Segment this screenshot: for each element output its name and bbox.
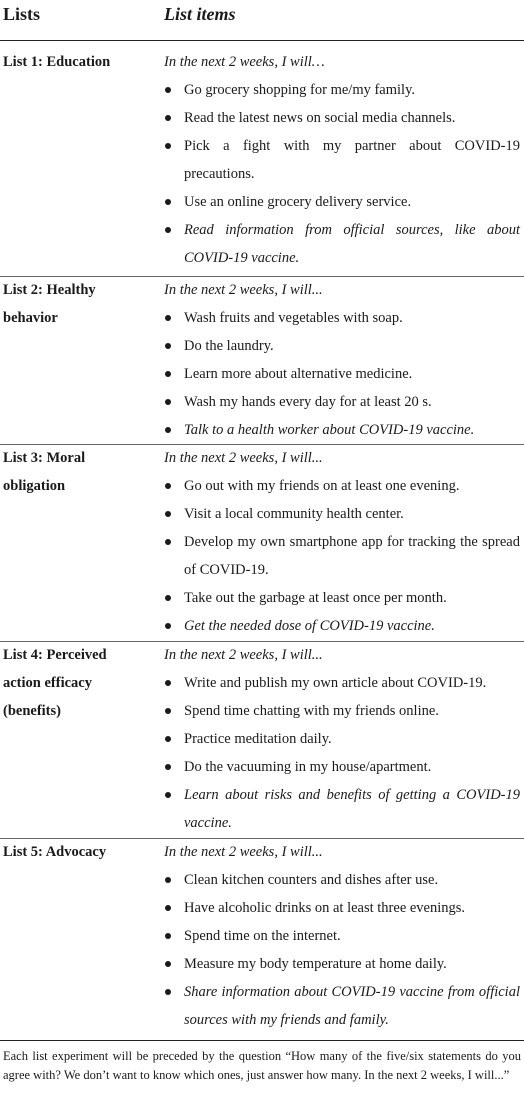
list-item (164, 922, 520, 950)
list-item-text: Have alcoholic drinks on at least three evenings. (184, 900, 466, 916)
bullet-icon (165, 143, 171, 149)
list-item (164, 978, 520, 1034)
list-item-text: Do the laundry. (184, 338, 274, 354)
list-item-text: Spend time chatting with my friends online. (184, 703, 439, 719)
bullet-icon (165, 115, 171, 121)
list-item (164, 132, 520, 188)
list-name-line: List 4: Perceived (3, 647, 107, 663)
list-group-moral-obligation (0, 444, 524, 642)
list-item-text: Learn more about alternative medicine. (184, 366, 413, 382)
bullet-icon (165, 371, 171, 377)
list-item-text: Take out the garbage at least once per month. (184, 590, 447, 606)
bullet-icon (165, 989, 171, 995)
header-list-items: List items (164, 4, 236, 24)
list-items (164, 838, 520, 1034)
list-item (164, 866, 520, 894)
bullet-icon (165, 511, 171, 517)
bullet-icon (165, 199, 171, 205)
list-item-text: Do the vacuuming in my house/apartment. (184, 759, 432, 775)
bullet-icon (165, 708, 171, 714)
list-item-text: Wash my hands every day for at least 20 s. (184, 394, 432, 410)
bullet-icon (165, 483, 171, 489)
list-intro: In the next 2 weeks, I will... (164, 647, 323, 663)
footnote: Each list experiment will be preceded by the question “How many of the five/six statements do you agree with? We don’t want to know which ones, just answer how many. In the next 2 weeks, I will...” (3, 1049, 521, 1082)
list-item (164, 753, 520, 781)
list-items (164, 276, 520, 444)
bullet-icon (165, 595, 171, 601)
list-item (164, 104, 520, 132)
list-item-text: Clean kitchen counters and dishes after use. (184, 872, 439, 888)
list-item-text: Spend time on the internet. (184, 928, 341, 944)
list-item (164, 612, 520, 640)
bullet-icon (165, 905, 171, 911)
list-item (164, 332, 520, 360)
list-item (164, 725, 520, 753)
list-name-line: behavior (3, 310, 58, 326)
list-group-advocacy (0, 838, 524, 1041)
list-item-text: Read the latest news on social media channels. (184, 110, 456, 126)
list-item (164, 781, 520, 837)
list-item (164, 216, 520, 272)
bullet-icon (165, 680, 171, 686)
list-item (164, 360, 520, 388)
bullet-icon (165, 877, 171, 883)
list-item-text: Share information about COVID-19 vaccine from official sources with my friends and family. (184, 984, 520, 1028)
list-name-line: (benefits) (3, 703, 61, 719)
list-item-text: Learn about risks and benefits of getting a COVID-19 vaccine. (184, 787, 520, 831)
list-intro: In the next 2 weeks, I will... (164, 282, 323, 298)
list-item (164, 528, 520, 584)
list-item-text: Pick a fight with my partner about COVID-19 precautions. (184, 138, 520, 182)
bullet-icon (165, 792, 171, 798)
list-item (164, 584, 520, 612)
list-item (164, 304, 520, 332)
list-items (164, 641, 520, 837)
list-item-text: Go grocery shopping for me/my family. (184, 82, 416, 98)
list-item-text: Use an online grocery delivery service. (184, 194, 412, 210)
list-items (164, 48, 520, 272)
bullet-icon (165, 764, 171, 770)
list-name (3, 838, 153, 866)
list-item (164, 697, 520, 725)
bullet-icon (165, 539, 171, 545)
list-item-text: Read information from official sources, like about COVID-19 vaccine. (184, 222, 520, 266)
list-item (164, 894, 520, 922)
list-group-perceived-action-efficacy (0, 641, 524, 839)
bullet-icon (165, 623, 171, 629)
list-item (164, 500, 520, 528)
list-name-line: List 2: Healthy (3, 282, 96, 298)
list-item-text: Measure my body temperature at home daily. (184, 956, 447, 972)
list-item (164, 950, 520, 978)
bullet-icon (165, 427, 171, 433)
list-items (164, 444, 520, 640)
bullet-icon (165, 961, 171, 967)
list-item-text: Go out with my friends on at least one evening. (184, 478, 460, 494)
list-item (164, 76, 520, 104)
list-item (164, 388, 520, 416)
list-item-text: Write and publish my own article about COVID-19. (184, 675, 487, 691)
table-header (0, 0, 524, 41)
bullet-icon (165, 933, 171, 939)
list-item-text: Visit a local community health center. (184, 506, 404, 522)
list-name-line: obligation (3, 478, 66, 494)
list-item-text: Get the needed dose of COVID-19 vaccine. (184, 618, 435, 634)
list-item (164, 188, 520, 216)
list-item (164, 669, 520, 697)
list-name (3, 276, 153, 332)
list-item-text: Wash fruits and vegetables with soap. (184, 310, 403, 326)
list-name (3, 444, 153, 500)
bullet-icon (165, 343, 171, 349)
list-item-text: Develop my own smartphone app for tracking the spread of COVID-19. (184, 534, 520, 578)
list-name-line: List 1: Education (3, 54, 111, 70)
list-group-healthy-behavior (0, 276, 524, 445)
bullet-icon (165, 315, 171, 321)
bullet-icon (165, 227, 171, 233)
list-intro: In the next 2 weeks, I will... (164, 450, 323, 466)
list-item (164, 416, 520, 444)
bullet-icon (165, 87, 171, 93)
header-lists: Lists (3, 4, 41, 24)
list-group-education (0, 48, 524, 277)
list-item-text: Talk to a health worker about COVID-19 vaccine. (184, 422, 475, 438)
list-name (3, 641, 153, 725)
list-item (164, 472, 520, 500)
list-name-line: List 3: Moral (3, 450, 86, 466)
list-name-line: List 5: Advocacy (3, 844, 107, 860)
bullet-icon (165, 736, 171, 742)
list-name (3, 48, 153, 76)
list-intro: In the next 2 weeks, I will... (164, 844, 323, 860)
list-item-text: Practice meditation daily. (184, 731, 332, 747)
bullet-icon (165, 399, 171, 405)
list-name-line: action efficacy (3, 675, 92, 691)
list-intro: In the next 2 weeks, I will… (164, 54, 325, 70)
